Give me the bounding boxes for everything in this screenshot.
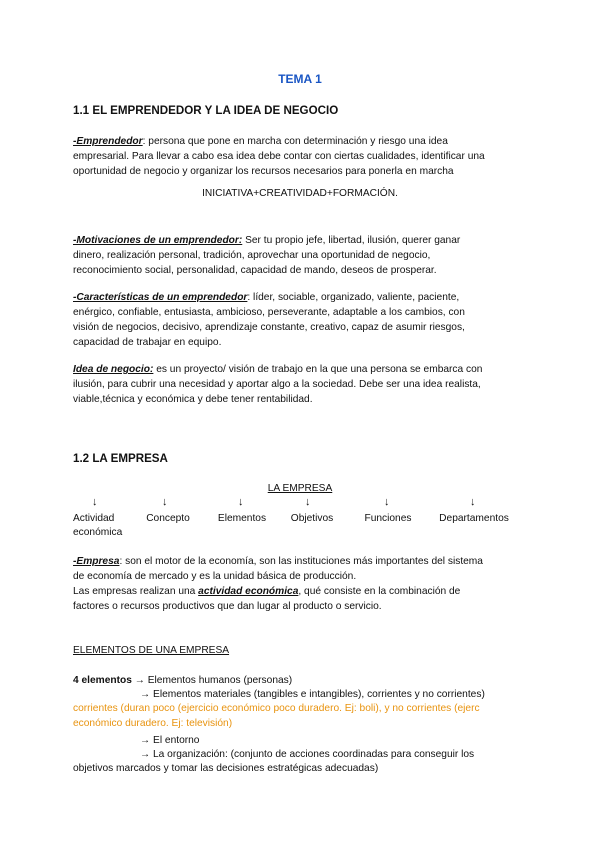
- arrow-down-icon: ↓: [92, 496, 98, 508]
- caracteristicas-line3: visión de negocios, decisivo, aprendizaje constante, creativo, capaz de asumir riesgos,: [73, 322, 465, 333]
- elementos-orange-note: [73, 701, 480, 731]
- diagram-item-concepto: Concepto: [146, 513, 190, 524]
- diagram-item-actividad: Actividad económica: [73, 513, 123, 538]
- empresa-line2: de economía de mercado y es la unidad básica de producción.: [73, 571, 357, 582]
- motivaciones-line1: Ser tu propio jefe, libertad, ilusión, querer ganar: [242, 235, 461, 246]
- section-heading-1-2: 1.2 LA EMPRESA: [73, 452, 168, 465]
- diagram-title: LA EMPRESA: [267, 483, 333, 494]
- diagram-item-elementos: Elementos: [217, 513, 267, 524]
- caracteristicas-line1: : líder, sociable, organizado, valiente, paciente,: [247, 292, 460, 303]
- idea-line3: viable,técnica y económica y debe tener rentabilidad.: [73, 394, 313, 405]
- diagram-item-departamentos: Departamentos: [439, 513, 509, 524]
- orange-line1: corrientes (duran poco (ejercicio económico poco duradero. Ej: boli), y no corrientes (ejerc: [73, 703, 480, 714]
- orange-line2: económico duradero. Ej: televisión): [73, 718, 233, 729]
- emprendedor-term: -Emprendedor: [73, 136, 143, 147]
- caracteristicas-line2: enérgico, confiable, entusiasta, ambicioso, perseverante, adaptable a los cambios, con: [73, 307, 465, 318]
- elementos-item4: → La organización: (conjunto de acciones coordinadas para conseguir los: [140, 749, 475, 760]
- elementos-heading: ELEMENTOS DE UNA EMPRESA: [73, 645, 230, 656]
- emprendedor-line2: empresarial. Para llevar a cabo esa idea debe contar con ciertas cualidades, identificar una: [73, 151, 485, 162]
- idea-line1: es un proyecto/ visión de trabajo en la que una persona se embarca con: [153, 364, 483, 375]
- page-title: TEMA 1: [278, 72, 322, 86]
- elementos-label: 4 elementos: [73, 675, 132, 686]
- caracteristicas-line4: capacidad de trabajar en equipo.: [73, 337, 222, 348]
- arrow-down-icon: ↓: [238, 496, 244, 508]
- arrow-down-icon: ↓: [162, 496, 168, 508]
- emprendedor-line1: : persona que pone en marcha con determinación y riesgo una idea: [142, 136, 448, 147]
- motivaciones-paragraph: [73, 233, 460, 278]
- elementos-item2: → Elementos materiales (tangibles e intangibles), corrientes y no corrientes): [140, 689, 485, 700]
- actividad-economica-term: actividad económica: [198, 586, 299, 597]
- caracteristicas-term: -Características de un emprendedor: [73, 292, 248, 303]
- empresa-line3a: Las empresas realizan una: [73, 586, 199, 597]
- emprendedor-line3: oportunidad de negocio y organizar los recursos necesarios para ponerla en marcha: [73, 166, 454, 177]
- motivaciones-line2: dinero, realización personal, tradición, aprovechar una oportunidad de negocio,: [73, 250, 431, 261]
- elementos-line1: [73, 673, 292, 688]
- empresa-line4: factores o recursos productivos que dan lugar al producto o servicio.: [73, 601, 382, 612]
- formula: INICIATIVA+CREATIVIDAD+FORMACIÓN.: [202, 188, 398, 199]
- motivaciones-term: -Motivaciones de un emprendedor:: [73, 235, 243, 246]
- empresa-line1: : son el motor de la economía, son las instituciones más importantes del sistema: [119, 556, 483, 567]
- diagram-item-funciones: Funciones: [364, 513, 412, 524]
- diagram-item-objetivos: Objetivos: [290, 513, 334, 524]
- empresa-paragraph: [73, 554, 483, 614]
- section-heading-1-1: 1.1 EL EMPRENDEDOR Y LA IDEA DE NEGOCIO: [73, 104, 339, 117]
- empresa-term: -Empresa: [73, 556, 120, 567]
- arrow-down-icon: ↓: [305, 496, 311, 508]
- idea-term: Idea de negocio:: [73, 364, 154, 375]
- emprendedor-paragraph: [73, 134, 485, 179]
- elementos-item1: → Elementos humanos (personas): [131, 675, 293, 686]
- motivaciones-line3: reconocimiento social, personalidad, capacidad de mando, deseos de prosperar.: [73, 265, 437, 276]
- arrow-down-icon: ↓: [384, 496, 390, 508]
- empresa-line3b: , qué consiste en la combinación de: [298, 586, 461, 597]
- elementos-item3: → El entorno: [140, 735, 200, 746]
- idea-paragraph: [73, 362, 482, 407]
- arrow-down-icon: ↓: [470, 496, 476, 508]
- idea-line2: ilusión, para cubrir una necesidad y aportar algo a la sociedad. Debe ser una idea realista,: [73, 379, 481, 390]
- caracteristicas-paragraph: [73, 290, 465, 350]
- elementos-item4b: objetivos marcados y tomar las decisiones estratégicas adecuadas): [73, 763, 379, 774]
